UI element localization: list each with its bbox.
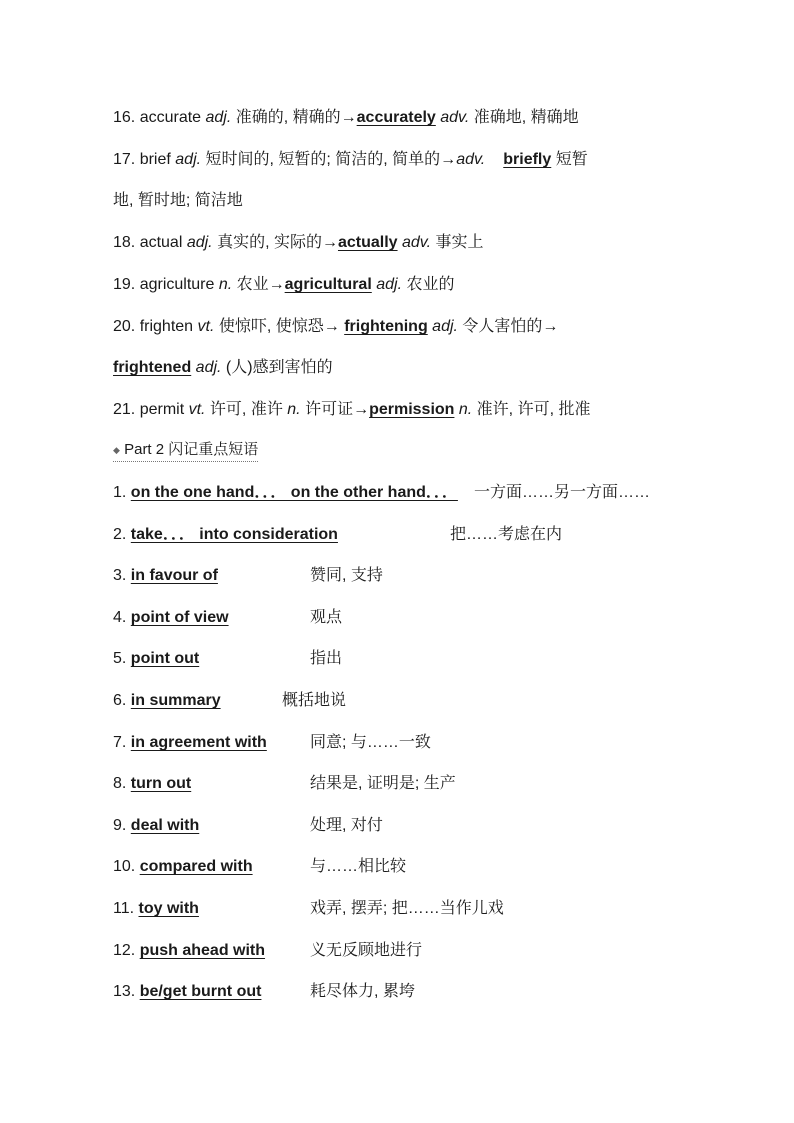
phrase-meaning: 处理, 对付 [310,817,383,834]
phrase-number: 4. [113,609,131,626]
vocab-meaning: 农业→ [232,276,285,293]
vocab-meaning: 真实的, 实际的→ [212,234,338,251]
phrase-item-12 [113,941,265,961]
vocab-meaning: 准确的, 精确的→ [231,109,357,126]
phrase-item-5 [113,649,199,669]
part-of-speech: n. [454,401,473,418]
phrase-meaning: 概括地说 [282,692,347,709]
phrase-text: take．．． into consideration [130,526,338,543]
phrase-text: deal with [130,817,200,834]
answer-word: actually [337,234,398,251]
phrase-meaning: 耗尽体力, 累垮 [310,983,415,1000]
vocab-meaning: 短时间的, 短暂的; 简洁的, 简单的→ [201,151,457,168]
vocab-headword: 16. accurate [113,109,206,126]
phrase-item-4 [113,608,229,628]
phrase-meaning: 指出 [310,650,343,667]
vocab-meaning: 许可, 准许 [205,401,288,418]
part-of-speech: adj. [427,318,458,335]
part-of-speech: adv. [397,234,432,251]
answer-word: briefly [503,151,552,168]
part-of-speech: n. [218,276,233,293]
phrase-text: toy with [138,900,199,917]
part-of-speech: adj. [186,234,213,251]
phrase-number: 11. [113,900,139,917]
phrase-number: 8. [113,775,131,792]
phrase-text: in agreement with [130,734,267,751]
vocab-item-16 [113,108,579,128]
phrase-meaning: 把……考虑在内 [450,526,563,543]
phrase-meaning: 一方面……另一方面…… [474,484,651,501]
part-of-speech: adj. [205,109,232,126]
phrase-meaning: 赞同, 支持 [310,567,383,584]
vocab-meaning: 令人害怕的→ [457,318,559,335]
phrase-text: in favour of [130,567,218,584]
phrase-number: 5. [113,650,131,667]
part-of-speech: adj. [175,151,202,168]
phrase-meaning: 戏弄, 摆弄; 把……当作儿戏 [310,900,504,917]
vocab-item-19 [113,275,454,295]
vocab-headword: 20. frighten [113,318,198,335]
vocab-meaning: (人)感到害怕的 [221,359,333,376]
part-of-speech: n. [287,401,301,418]
phrase-text: turn out [130,775,192,792]
phrase-number: 2. [113,526,131,543]
vocab-meaning: 准确地, 精确地 [469,109,579,126]
phrase-text: in summary [130,692,221,709]
phrase-item-3 [113,566,218,586]
vocab-meaning: 许可证→ [300,401,370,418]
vocab-item-21 [113,400,590,420]
phrase-item-10 [113,857,253,877]
part-of-speech: vt. [188,401,206,418]
phrase-item-1 [113,483,458,503]
phrase-number: 6. [113,692,131,709]
phrase-text: be/get burnt out [139,983,262,1000]
phrase-number: 3. [113,567,131,584]
part-of-speech: adv. [456,151,486,168]
vocab-meaning: 准许, 许可, 批准 [472,401,591,418]
phrase-number: 1. [113,484,131,501]
answer-word: frightening [344,318,428,335]
phrase-number: 9. [113,817,131,834]
vocab-item-18 [113,233,484,253]
vocab-meaning: 地, 暂时地; 简洁地 [113,192,243,209]
answer-word: accurately [356,109,436,126]
phrase-meaning: 观点 [310,609,343,626]
phrase-item-9 [113,816,199,836]
part-of-speech: adv. [435,109,470,126]
phrase-number: 12. [113,942,140,959]
phrase-text: point out [130,650,200,667]
vocab-headword: 21. permit [113,401,189,418]
phrase-meaning: 同意; 与……一致 [310,734,431,751]
phrase-meaning: 义无反顾地进行 [310,942,423,959]
answer-word: agricultural [284,276,372,293]
section-heading-part2 [113,440,258,462]
phrase-number: 13. [113,983,140,1000]
phrase-item-7 [113,733,267,753]
section-title: Part 2 闪记重点短语 [124,441,259,458]
vocab-meaning: 短暂 [551,151,588,168]
answer-word: permission [369,401,455,418]
phrase-number: 7. [113,734,131,751]
vocab-meaning: 事实上 [431,234,484,251]
phrase-item-2 [113,525,338,545]
vocab-item-17-continued [113,191,243,211]
vocab-headword: 19. agriculture [113,276,219,293]
part-of-speech: adj. [191,359,222,376]
phrase-meaning: 结果是, 证明是; 生产 [310,775,456,792]
diamond-bullet-icon: ◆ [113,445,120,455]
part-of-speech: adj. [371,276,403,293]
vocab-headword: 17. brief [113,151,176,168]
vocab-meaning: 农业的 [402,276,455,293]
phrase-item-11 [113,899,199,919]
phrase-item-6 [113,691,221,711]
answer-word: frightened [113,359,192,376]
phrase-item-13 [113,982,261,1002]
phrase-meaning: 与……相比较 [310,858,407,875]
vocab-item-20-continued [113,358,333,378]
phrase-text: on the one hand．．． on the other hand．．． [130,484,458,501]
vocab-item-17 [113,150,588,170]
part-of-speech: vt. [197,318,215,335]
phrase-number: 10. [113,858,140,875]
phrase-text: point of view [130,609,229,626]
vocab-headword: 18. actual [113,234,187,251]
phrase-text: push ahead with [139,942,266,959]
phrase-item-8 [113,774,191,794]
phrase-text: compared with [139,858,253,875]
vocab-meaning: 使惊吓, 使惊恐→ [214,318,345,335]
vocab-item-20 [113,317,558,337]
